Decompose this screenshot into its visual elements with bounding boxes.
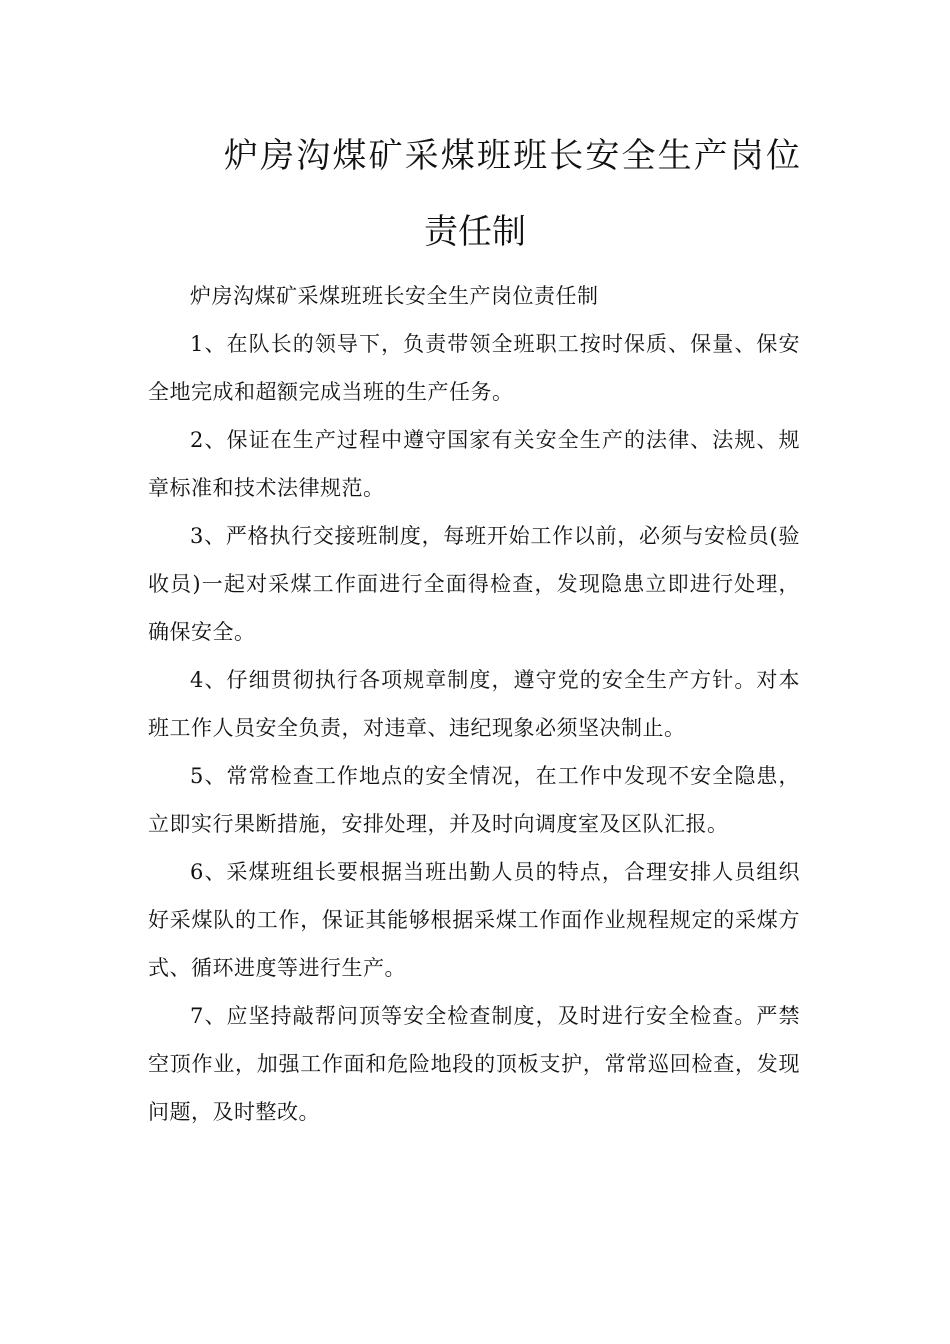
paragraph-item-2: 2、保证在生产过程中遵守国家有关安全生产的法律、法规、规章标准和技术法律规范。 — [148, 428, 800, 500]
paragraph-heading: 炉房沟煤矿采煤班班长安全生产岗位责任制 — [190, 284, 599, 308]
document-body — [148, 272, 800, 1136]
document-title: 炉房沟煤矿采煤班班长安全生产岗位责任制 — [224, 136, 800, 252]
paragraph-item-7: 7、应坚持敲帮问顶等安全检查制度，及时进行安全检查。严禁空顶作业，加强工作面和危险地段的顶板支护，常常巡回检查，发现问题，及时整改。 — [148, 1004, 800, 1124]
paragraph-item-5: 5、常常检查工作地点的安全情况，在工作中发现不安全隐患，立即实行果断措施，安排处理，并及时向调度室及区队汇报。 — [148, 764, 800, 836]
paragraph-item-1: 1、在队长的领导下，负责带领全班职工按时保质、保量、保安全地完成和超额完成当班的生产任务。 — [148, 332, 800, 404]
paragraph-item-4: 4、仔细贯彻执行各项规章制度，遵守党的安全生产方针。对本班工作人员安全负责，对违章、违纪现象必须坚决制止。 — [148, 668, 800, 740]
paragraph-item-3: 3、严格执行交接班制度，每班开始工作以前，必须与安检员(验收员)一起对采煤工作面进行全面得检查，发现隐患立即进行处理，确保安全。 — [148, 524, 800, 644]
paragraph-item-6: 6、采煤班组长要根据当班出勤人员的特点，合理安排人员组织好采煤队的工作，保证其能够根据采煤工作面作业规程规定的采煤方式、循环进度等进行生产。 — [148, 860, 800, 980]
